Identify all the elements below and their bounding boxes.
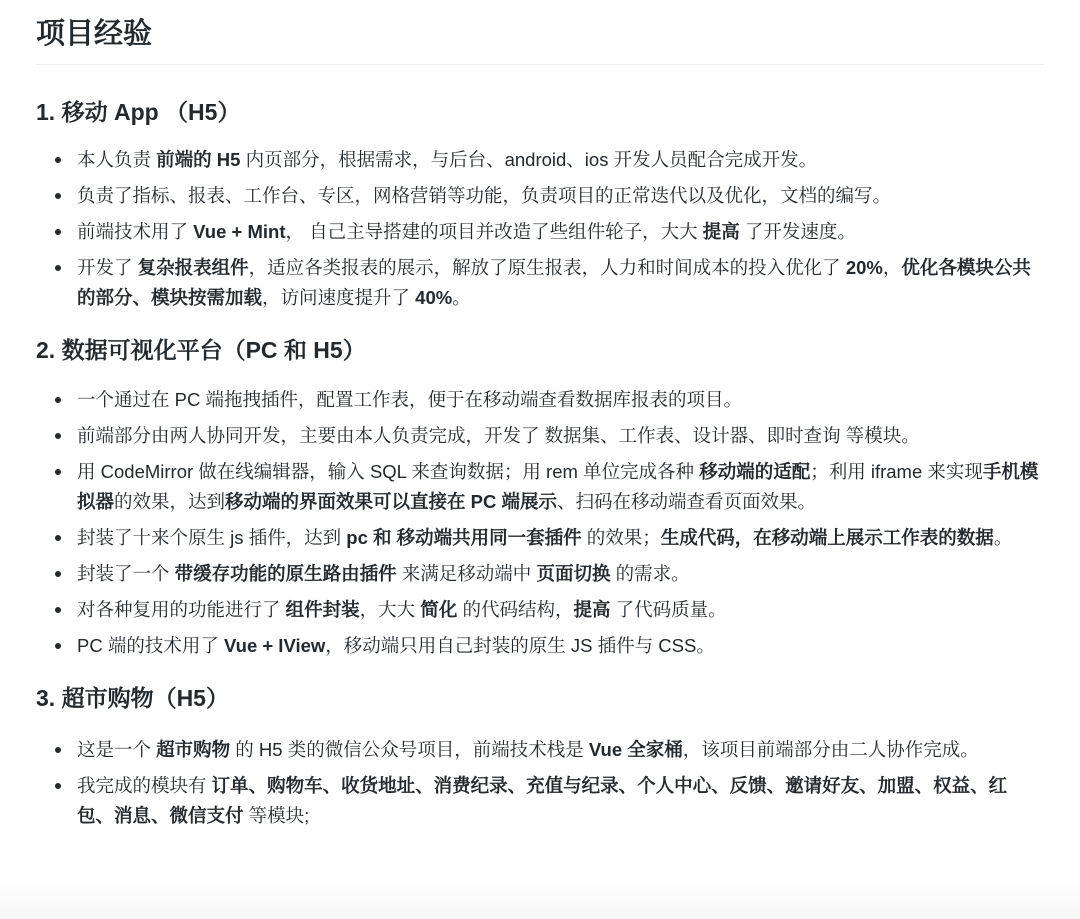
bold-text: 提高 [573,599,611,620]
bold-text: 前端的 H5 [156,149,241,170]
text-run: 我完成的模块有 [77,775,212,796]
text-run: 用 CodeMirror 做在线编辑器，输入 SQL 来查询数据；用 rem 单位完成各种 [77,461,700,482]
bold-text: 订单、购物车、收货地址、消费纪录、充值与纪录、个人中心、反馈、邀请好友、加盟、权益、红包、消息、微信支付 [77,775,1008,826]
section-list [36,735,1044,831]
bold-text: 20% [845,257,883,278]
text-run: 负责了指标、报表、工作台、专区，网格营销等功能，负责项目的正常迭代以及优化，文档的编写。 [77,185,892,206]
bold-text: 移动端的适配 [699,461,811,482]
bold-text: 简化 [420,599,458,620]
bullet-icon [55,643,61,649]
bullet-icon [55,229,61,235]
bold-text: 超市购物 [156,739,231,760]
list-item [36,385,1044,415]
section-heading-supermarket: 3. 超市购物（H5） [36,685,229,711]
bold-text: 组件封装 [285,599,360,620]
text-run: 等模块; [243,805,310,826]
text-run: ， [882,257,902,278]
text-run: 封装了一个 [77,563,175,584]
bold-text: 提高 [702,221,740,242]
text-run: ，访问速度提升了 [262,287,416,308]
bullet-icon [55,433,61,439]
text-run: 、扫码在移动端查看页面效果。 [557,491,817,512]
list-item [36,457,1044,517]
bold-text: pc 和 移动端共用同一套插件 [346,527,582,548]
text-run: 一个通过在 PC 端拖拽插件，配置工作表，便于在移动端查看数据库报表的项目。 [77,389,742,410]
list-item [36,771,1044,831]
bold-text: Vue 全家桶 [588,739,683,760]
bullet-icon [55,571,61,577]
bold-text: 移动端的界面效果可以直接在 PC 端展示 [225,491,558,512]
bold-text: 手机模拟器 [77,461,1039,512]
section-list [36,145,1044,313]
list-item [36,145,1044,175]
text-run: 前端部分由两人协同开发，主要由本人负责完成，开发了 数据集、工作表、设计器、即时查询 等模块。 [77,425,920,446]
text-run: 对各种复用的功能进行了 [77,599,286,620]
bold-text: 生成代码，在移动端上展示工作表的数据 [660,527,994,548]
section-list [36,385,1044,661]
text-run: 。 [993,527,1013,548]
text-run: 的效果； [581,527,661,548]
bold-text: 带缓存功能的原生路由插件 [174,563,397,584]
text-run: ；利用 iframe 来实现 [810,461,983,482]
text-run: 来满足移动端中 [396,563,537,584]
text-run: 本人负责 [77,149,157,170]
bullet-icon [55,535,61,541]
list-item [36,523,1044,553]
text-run: PC 端的技术用了 [77,635,224,656]
bullet-icon [55,469,61,475]
bullet-icon [55,157,61,163]
bullet-icon [55,783,61,789]
text-run: 了代码质量。 [610,599,727,620]
text-run: 封装了十来个原生 js 插件，达到 [77,527,347,548]
bold-text: 40% [415,287,453,308]
list-item [36,631,1044,661]
text-run: 开发了 [77,257,138,278]
text-run: 了开发速度。 [739,221,856,242]
list-item [36,735,1044,765]
bold-text: 页面切换 [536,563,611,584]
list-item [36,559,1044,589]
text-run: ， 自己主导搭建的项目并改造了些组件轮子，大大 [285,221,703,242]
list-item [36,421,1044,451]
text-run: 内页部分，根据需求，与后台、android、ios 开发人员配合完成开发。 [240,149,818,170]
text-run: 。 [452,287,471,308]
text-run: ，适应各类报表的展示，解放了原生报表，人力和时间成本的投入优化了 [248,257,846,278]
text-run: 的代码结构， [457,599,574,620]
bottom-fade [0,879,1080,919]
bold-text: 复杂报表组件 [137,257,249,278]
bullet-icon [55,747,61,753]
text-run: ，该项目前端部分由二人协作完成。 [682,739,979,760]
bullet-icon [55,397,61,403]
text-run: 前端技术用了 [77,221,194,242]
text-run: ，移动端只用自己封装的原生 JS 插件与 CSS。 [325,635,715,656]
document-body [36,0,1044,837]
list-item [36,253,1044,313]
list-item [36,595,1044,625]
text-run: 的效果，达到 [114,491,226,512]
page-title: 项目经验 [36,0,1044,65]
text-run: 的 H5 类的微信公众号项目，前端技术栈是 [230,739,589,760]
text-run: 的需求。 [610,563,690,584]
bold-text: Vue + Mint [193,221,286,242]
bullet-icon [55,193,61,199]
bold-text: Vue + IView [223,635,326,656]
list-item [36,181,1044,211]
section-heading-mobile-app: 1. 移动 App （H5） [36,99,241,125]
bullet-icon [55,265,61,271]
bullet-icon [55,607,61,613]
list-item [36,217,1044,247]
bold-text: 优化各模块公共的部分、模块按需加载 [77,257,1031,308]
text-run: 这是一个 [77,739,157,760]
text-run: ，大大 [359,599,421,620]
section-heading-data-visualization: 2. 数据可视化平台（PC 和 H5） [36,337,366,363]
